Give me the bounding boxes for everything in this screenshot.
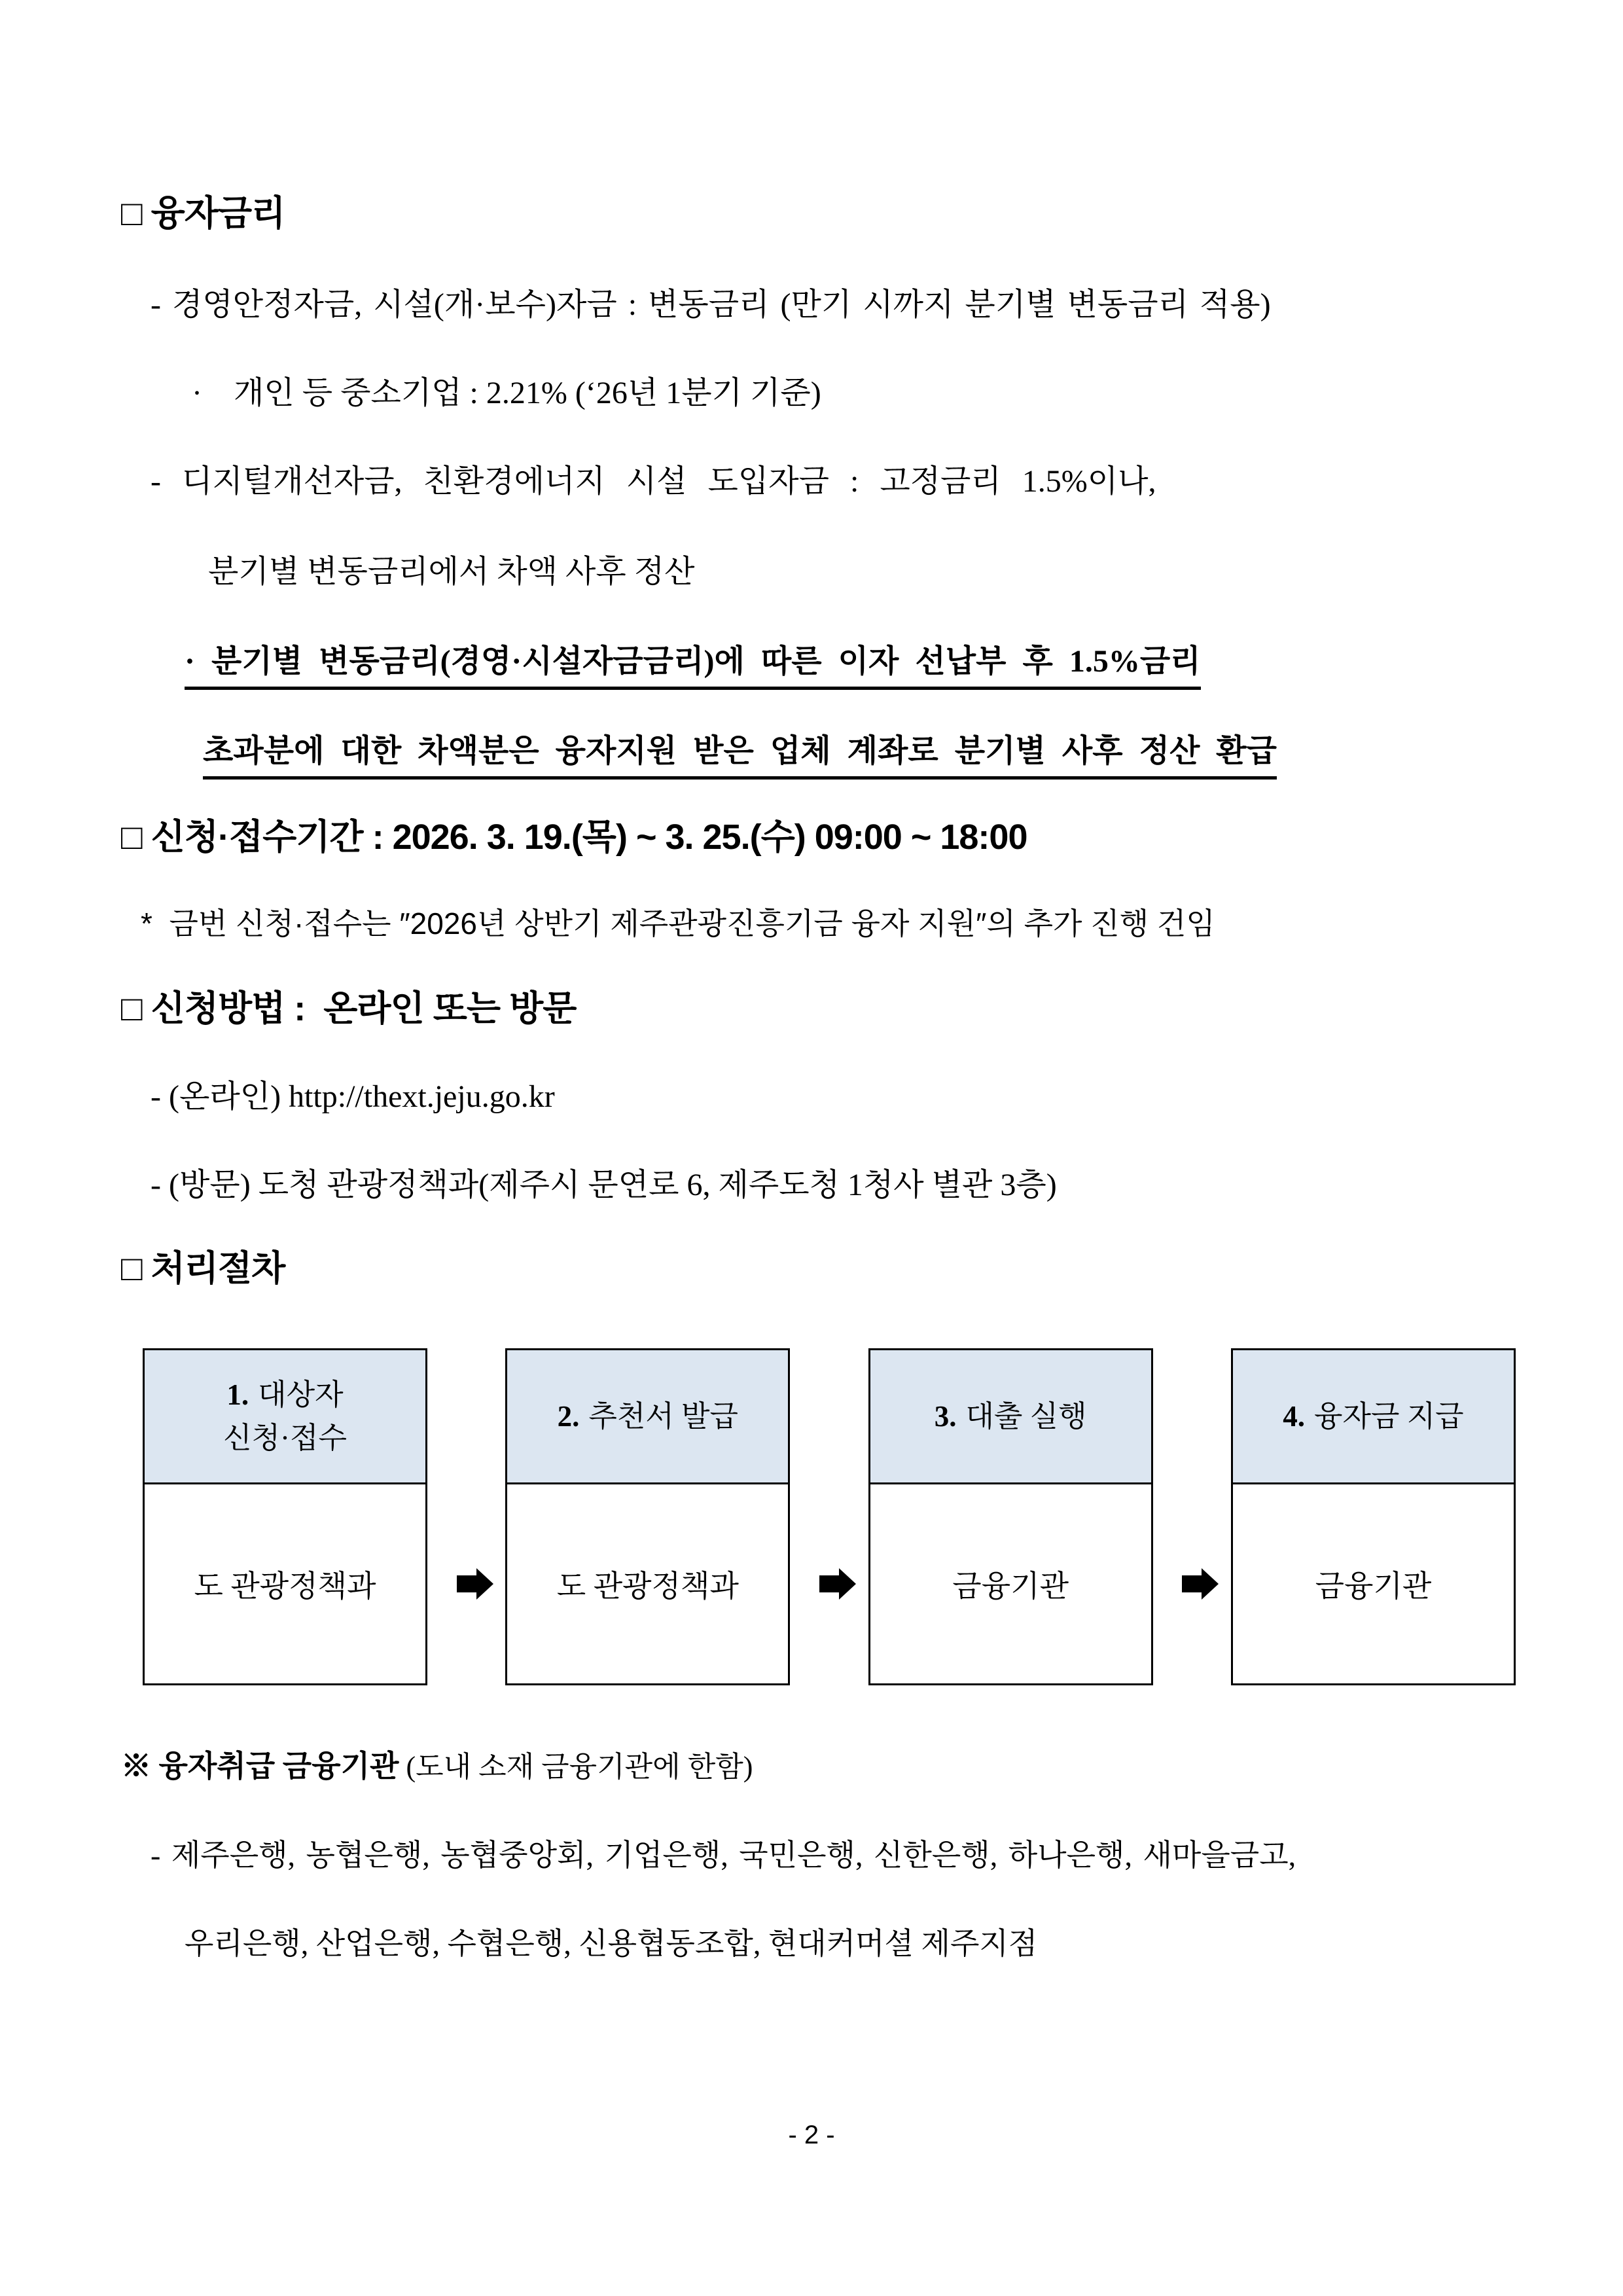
process-step-1-agency: 도 관광정책과 [194, 1570, 376, 1603]
application-method-visit: - (방문) 도청 관광정책과(제주시 문연로 6, 제주도청 1청사 별관 3층) [151, 1168, 1057, 1202]
institutions-heading [121, 1744, 1525, 1789]
process-step-1 [143, 1348, 427, 1685]
institutions-heading-bold: ※ 융자취급 금융기관 [121, 1749, 399, 1783]
loan-rate-settlement-note-line1 [121, 639, 1525, 684]
loan-rate-item-operating-funds: - 경영안정자금, 시설(개·보수)자금 : 변동금리 (만기 시까지 분기별 변동금리 적용) [151, 287, 1271, 322]
document-content [121, 191, 1525, 1966]
step-number: 4. [1283, 1400, 1306, 1433]
process-flow-diagram [143, 1348, 1516, 1685]
institutions-list-line1: - 제주은행, 농협은행, 농협중앙회, 기업은행, 국민은행, 신한은행, 하나은행, 새마을금고, [151, 1839, 1296, 1872]
step-title: 추천서 발급 [588, 1400, 738, 1433]
institutions-heading-note: (도내 소재 금융기관에 한함) [399, 1751, 753, 1783]
arrow-right-icon [457, 1575, 476, 1592]
application-period-note: * 금번 신청·접수는 ″2026년 상반기 제주관광진흥기금 융자 지원″의 추가 진행 건임 [141, 906, 1215, 941]
loan-rate-item-digital-funds-line1: - 디지털개선자금, 친환경에너지 시설 도입자금 : 고정금리 1.5%이나, [151, 464, 1156, 499]
process-step-4-title [1283, 1395, 1463, 1438]
section-heading-application-method: □ 신청방법 : 온라인 또는 방문 [121, 989, 577, 1028]
settlement-note-text2: 초과분에 대한 차액분은 융자지원 받은 업체 계좌로 분기별 사후 정산 환급 [203, 734, 1277, 780]
section-heading-process: □ 처리절차 [121, 1249, 285, 1288]
section-heading-application-period: □ 신청·접수기간 : 2026. 3. 19.(목) ~ 3. 25.(수) 09:00 ~ 18:00 [121, 817, 1027, 857]
page-number: - 2 - [788, 2121, 835, 2149]
step-number: 3. [934, 1400, 957, 1433]
flow-arrow-gap [790, 1348, 868, 1685]
loan-rate-item-digital-funds-line2: 분기별 변동금리에서 차액 사후 정산 [208, 554, 695, 589]
institutions-list-line2: 우리은행, 산업은행, 수협은행, 신용협동조합, 현대커머셜 제주지점 [185, 1927, 1038, 1960]
process-step-2-agency: 도 관광정책과 [556, 1570, 739, 1603]
process-step-1-title [226, 1373, 343, 1416]
process-step-2-title [558, 1395, 738, 1438]
process-step-3-header [870, 1350, 1151, 1484]
process-step-3-agency: 금융기관 [952, 1570, 1069, 1603]
section-heading-loan-rate: □ 융자금리 [121, 194, 285, 233]
step-title: 융자금 지급 [1314, 1400, 1464, 1433]
step-number: 2. [557, 1400, 580, 1433]
arrow-right-icon [819, 1575, 839, 1592]
arrow-right-icon [1182, 1575, 1202, 1592]
flow-arrow-gap [1153, 1348, 1231, 1685]
process-step-1-title-line2: 신청·접수 [223, 1422, 347, 1454]
step-number: 1. [226, 1378, 249, 1411]
step-title: 대상자 [258, 1378, 344, 1411]
process-step-3 [868, 1348, 1153, 1685]
loan-rate-settlement-note-line2 [121, 729, 1525, 774]
process-step-4-agency: 금융기관 [1315, 1570, 1432, 1603]
process-step-2-header [507, 1350, 788, 1484]
step-title: 대출 실행 [965, 1400, 1087, 1433]
loan-rate-item-sme-rate: · 개인 등 중소기업 : 2.21% (‘26년 1분기 기준) [192, 376, 821, 410]
process-step-1-header [145, 1350, 425, 1484]
flow-arrow-gap [427, 1348, 505, 1685]
process-step-2 [505, 1348, 790, 1685]
settlement-note-text1: · 분기별 변동금리(경영·시설자금금리)에 따른 이자 선납부 후 1.5%금리 [185, 644, 1201, 690]
application-method-online: - (온라인) http://thext.jeju.go.kr [151, 1079, 555, 1114]
process-step-4-header [1233, 1350, 1514, 1484]
process-step-4 [1231, 1348, 1516, 1685]
process-step-3-title [935, 1395, 1087, 1438]
